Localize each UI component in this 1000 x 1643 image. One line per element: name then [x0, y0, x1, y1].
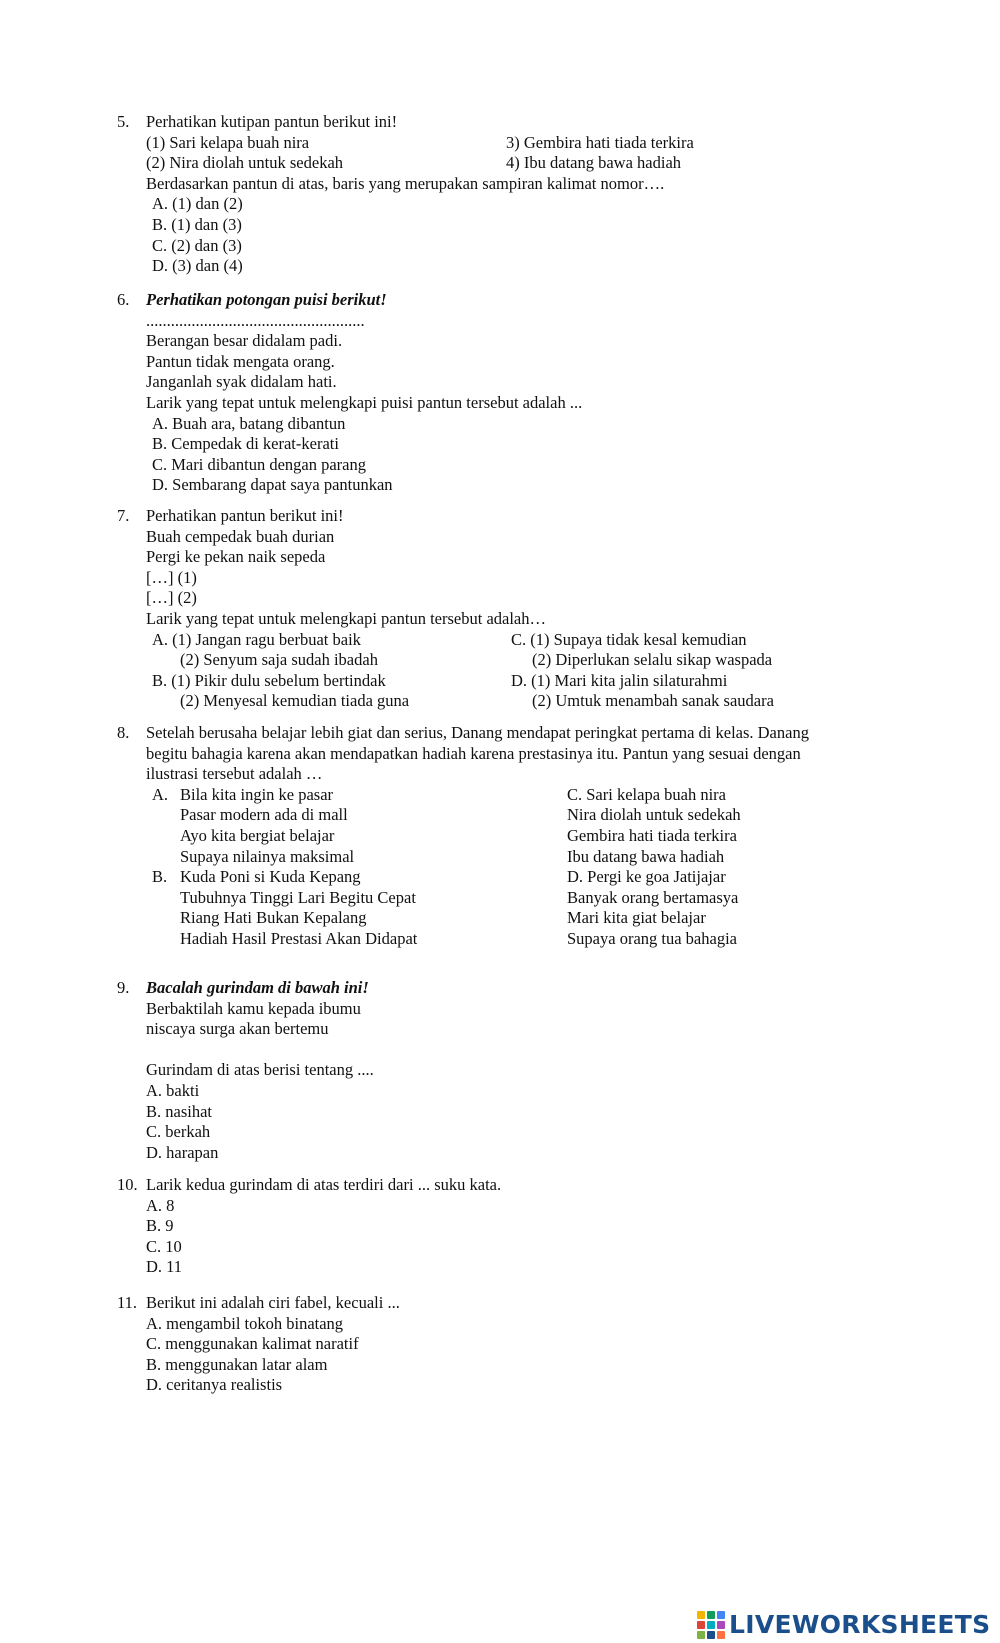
option-b-line: Hadiah Hasil Prestasi Akan Didapat — [180, 928, 418, 948]
question-8 — [117, 723, 877, 950]
question-number: 8. — [117, 723, 130, 742]
question-text: ilustrasi tersebut adalah … — [146, 764, 323, 784]
question-intro: Perhatikan pantun berikut ini! — [146, 506, 344, 525]
pantun-line: Pergi ke pekan naik sepeda — [146, 547, 326, 567]
question-text: Berikut ini adalah ciri fabel, kecuali ... — [146, 1293, 400, 1312]
pantun-blank: […] (2) — [146, 588, 197, 608]
question-intro: Bacalah gurindam di bawah ini! — [146, 978, 369, 997]
option-b[interactable]: B. (1) Pikir dulu sebelum bertindak — [152, 670, 386, 690]
liveworksheets-wordmark: LIVEWORKSHEETS — [729, 1609, 991, 1639]
option-a-line-2: (2) Senyum saja sudah ibadah — [180, 650, 378, 670]
option-d[interactable]: D. ceritanya realistis — [146, 1375, 283, 1395]
option-row — [146, 785, 877, 806]
option-a-line: Bila kita ingin ke pasar — [180, 784, 334, 804]
option-a-label[interactable]: A. — [152, 784, 169, 804]
question-intro: Perhatikan kutipan pantun berikut ini! — [146, 112, 398, 131]
option-row — [146, 929, 877, 950]
option-d[interactable]: D. (3) dan (4) — [152, 256, 243, 276]
option-d[interactable]: D. harapan — [146, 1142, 219, 1162]
question-number: 10. — [117, 1175, 138, 1194]
option-b[interactable]: B. (1) dan (3) — [152, 214, 242, 234]
option-c[interactable]: C. Sari kelapa buah nira — [567, 784, 726, 804]
option-b[interactable]: B. Cempedak di kerat-kerati — [152, 434, 339, 454]
liveworksheets-brand — [697, 1609, 991, 1639]
question-text: Larik kedua gurindam di atas terdiri dari ... suku kata. — [146, 1175, 502, 1194]
option-d[interactable]: D. Sembarang dapat saya pantunkan — [152, 475, 393, 495]
pantun-line: 3) Gembira hati tiada terkira — [506, 132, 694, 152]
option-d[interactable]: D. Pergi ke goa Jatijajar — [567, 867, 726, 887]
option-d-line: Banyak orang bertamasya — [567, 887, 739, 907]
question-number: 6. — [117, 290, 130, 309]
option-a-line: Pasar modern ada di mall — [180, 805, 348, 825]
option-row — [146, 805, 877, 826]
question-6 — [117, 290, 877, 496]
option-row — [146, 671, 877, 692]
option-d[interactable]: D. 11 — [146, 1257, 183, 1277]
option-c[interactable]: C. (1) Supaya tidak kesal kemudian — [511, 629, 747, 649]
option-d[interactable]: D. (1) Mari kita jalin silaturahmi — [511, 670, 728, 690]
option-row — [146, 630, 877, 651]
option-a-line: Ayo kita bergiat belajar — [180, 825, 335, 845]
option-c-line: Gembira hati tiada terkira — [567, 825, 737, 845]
question-5 — [117, 112, 877, 277]
pantun-row — [146, 133, 877, 154]
option-a[interactable]: A. 8 — [146, 1195, 175, 1215]
question-number: 11. — [117, 1293, 138, 1312]
pantun-blank: […] (1) — [146, 567, 197, 587]
option-b-line: Tubuhnya Tinggi Lari Begitu Cepat — [180, 887, 416, 907]
option-a[interactable]: A. bakti — [146, 1080, 200, 1100]
pantun-line: (2) Nira diolah untuk sedekah — [146, 153, 344, 173]
option-b-line: Kuda Poni si Kuda Kepang — [180, 867, 361, 887]
option-a-line: Supaya nilainya maksimal — [180, 846, 355, 866]
option-c[interactable]: C. Mari dibantun dengan parang — [152, 454, 366, 474]
question-text: Berdasarkan pantun di atas, baris yang merupakan sampiran kalimat nomor…. — [146, 173, 665, 193]
option-a[interactable]: A. Buah ara, batang dibantun — [152, 413, 346, 433]
option-c-line: Ibu datang bawa hadiah — [567, 846, 725, 866]
option-b-label[interactable]: B. — [152, 867, 168, 887]
question-7 — [117, 506, 877, 712]
question-text: Gurindam di atas berisi tentang .... — [146, 1060, 374, 1080]
question-10 — [117, 1175, 877, 1278]
question-text: begitu bahagia karena akan mendapatkan hadiah karena prestasinya itu. Pantun yang sesuai dengan — [146, 743, 801, 763]
option-d-line-2: (2) Umtuk menambah sanak saudara — [532, 691, 774, 711]
option-d-line: Supaya orang tua bahagia — [567, 928, 737, 948]
gurindam-line: Berbaktilah kamu kepada ibumu — [146, 998, 361, 1018]
liveworksheets-logo-icon — [697, 1611, 725, 1639]
pantun-line: 4) Ibu datang bawa hadiah — [506, 153, 682, 173]
option-a[interactable]: A. mengambil tokoh binatang — [146, 1313, 344, 1333]
question-number: 9. — [117, 978, 130, 997]
option-row — [146, 908, 877, 929]
option-b[interactable]: B. menggunakan latar alam — [146, 1354, 328, 1374]
pantun-row — [146, 153, 877, 174]
pantun-line: Buah cempedak buah durian — [146, 526, 335, 546]
option-b[interactable]: B. nasihat — [146, 1101, 212, 1121]
option-b-line-2: (2) Menyesal kemudian tiada guna — [180, 691, 410, 711]
option-c[interactable]: C. 10 — [146, 1236, 182, 1256]
option-c[interactable]: C. menggunakan kalimat naratif — [146, 1334, 359, 1354]
option-row — [146, 867, 877, 888]
question-number: 5. — [117, 112, 130, 131]
gurindam-line: niscaya surga akan bertemu — [146, 1019, 329, 1039]
poem-line: Berangan besar didalam padi. — [146, 331, 343, 351]
option-c-line: Nira diolah untuk sedekah — [567, 805, 741, 825]
question-11 — [117, 1293, 877, 1396]
option-row — [146, 650, 877, 671]
option-c[interactable]: C. berkah — [146, 1122, 211, 1142]
option-d-line: Mari kita giat belajar — [567, 908, 706, 928]
option-row — [146, 691, 877, 712]
question-number: 7. — [117, 506, 130, 525]
option-row — [146, 888, 877, 909]
option-c-line-2: (2) Diperlukan selalu sikap waspada — [532, 650, 773, 670]
poem-line: Janganlah syak didalam hati. — [146, 372, 337, 392]
option-b-line: Riang Hati Bukan Kepalang — [180, 908, 367, 928]
option-row — [146, 847, 877, 868]
poem-line: Pantun tidak mengata orang. — [146, 351, 335, 371]
spacer — [146, 1040, 877, 1061]
option-b[interactable]: B. 9 — [146, 1216, 174, 1236]
question-9 — [117, 978, 877, 1163]
blank-line: ..................................................... — [146, 310, 365, 330]
question-text: Larik yang tepat untuk melengkapi pantun tersebut adalah… — [146, 608, 546, 628]
question-text: Setelah berusaha belajar lebih giat dan serius, Danang mendapat peringkat pertama di kelas. Danang — [146, 723, 809, 742]
question-text: Larik yang tepat untuk melengkapi puisi pantun tersebut adalah ... — [146, 392, 583, 412]
option-a[interactable]: A. (1) dan (2) — [152, 194, 243, 214]
pantun-line: (1) Sari kelapa buah nira — [146, 132, 310, 152]
question-intro: Perhatikan potongan puisi berikut! — [146, 290, 387, 309]
option-a[interactable]: A. (1) Jangan ragu berbuat baik — [152, 629, 361, 649]
option-row — [146, 826, 877, 847]
option-c[interactable]: C. (2) dan (3) — [152, 235, 242, 255]
